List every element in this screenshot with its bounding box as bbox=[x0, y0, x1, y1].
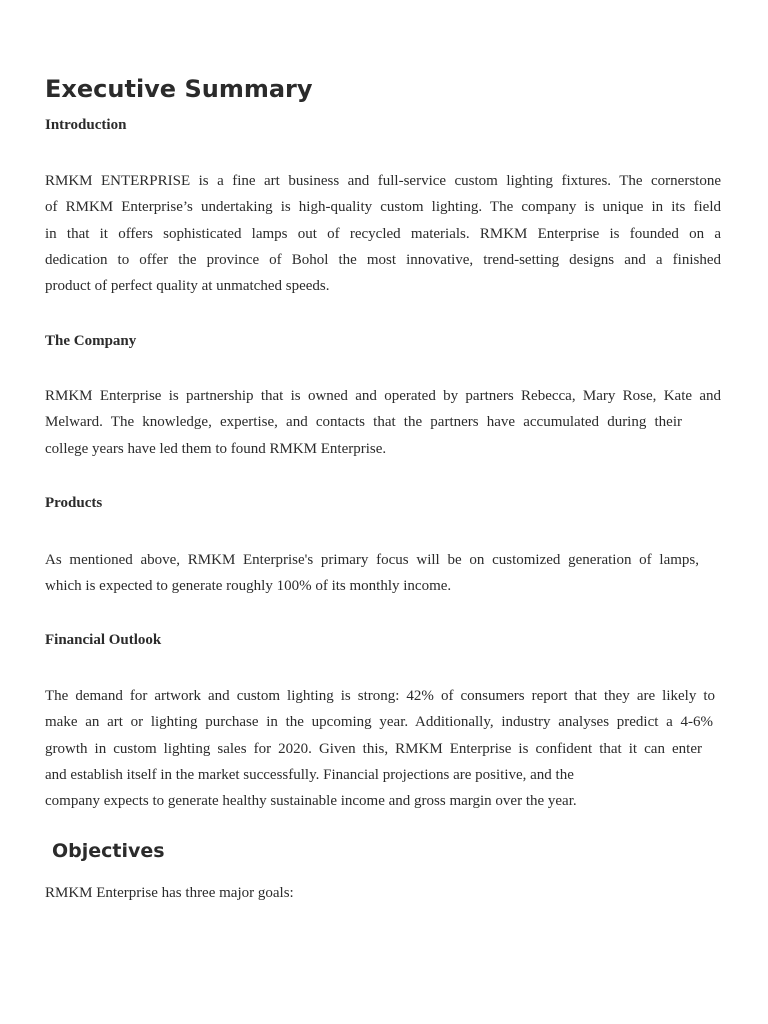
objectives-paragraph bbox=[45, 880, 735, 906]
section-heading-products: Products bbox=[45, 495, 103, 511]
section-heading-introduction: Introduction bbox=[45, 117, 127, 133]
paragraph-line: college years have led them to found RMKM Enterprise. bbox=[45, 440, 387, 457]
paragraph-line: RMKM Enterprise is partnership that is owned and operated by partners Rebecca, Mary Rose, Kate and bbox=[45, 388, 721, 404]
paragraph-line: company expects to generate healthy sustainable income and gross margin over the year. bbox=[45, 793, 577, 810]
paragraph-line: of RMKM Enterprise’s undertaking is high-quality custom lighting. The company is unique in its field bbox=[45, 199, 721, 216]
page-title: Executive Summary bbox=[45, 75, 313, 103]
paragraph-line: in that it offers sophisticated lamps out of recycled materials. RMKM Enterprise is founded on a bbox=[45, 225, 721, 242]
paragraph-line: RMKM Enterprise has three major goals: bbox=[45, 885, 294, 901]
products-paragraph bbox=[45, 547, 735, 600]
paragraph-line: product of perfect quality at unmatched speeds. bbox=[45, 278, 330, 295]
paragraph-line: which is expected to generate roughly 100% of its monthly income. bbox=[45, 578, 452, 595]
paragraph-line: growth in custom lighting sales for 2020. Given this, RMKM Enterprise is confident that it can enter bbox=[45, 740, 702, 757]
company-paragraph bbox=[45, 383, 735, 462]
paragraph-line: dedication to offer the province of Bohol the most innovative, trend-setting designs and a finished bbox=[45, 251, 721, 268]
paragraph-line: As mentioned above, RMKM Enterprise's primary focus will be on customized generation of lamps, bbox=[45, 552, 699, 568]
section-heading-company: The Company bbox=[45, 333, 137, 349]
paragraph-line: The demand for artwork and custom lighting is strong: 42% of consumers report that they are likely to bbox=[45, 688, 715, 704]
section-heading-objectives: Objectives bbox=[52, 840, 165, 862]
section-heading-financial-outlook: Financial Outlook bbox=[45, 632, 162, 648]
paragraph-line: and establish itself in the market successfully. Financial projections are positive, and the bbox=[45, 766, 574, 783]
paragraph-line: make an art or lighting purchase in the upcoming year. Additionally, industry analyses predict a 4-6% bbox=[45, 714, 713, 731]
paragraph-line: Melward. The knowledge, expertise, and contacts that the partners have accumulated during their bbox=[45, 414, 682, 431]
introduction-paragraph bbox=[45, 168, 735, 299]
paragraph-line: RMKM ENTERPRISE is a fine art business and full-service custom lighting fixtures. The cornerstone bbox=[45, 173, 721, 189]
financial-outlook-paragraph bbox=[45, 683, 735, 814]
